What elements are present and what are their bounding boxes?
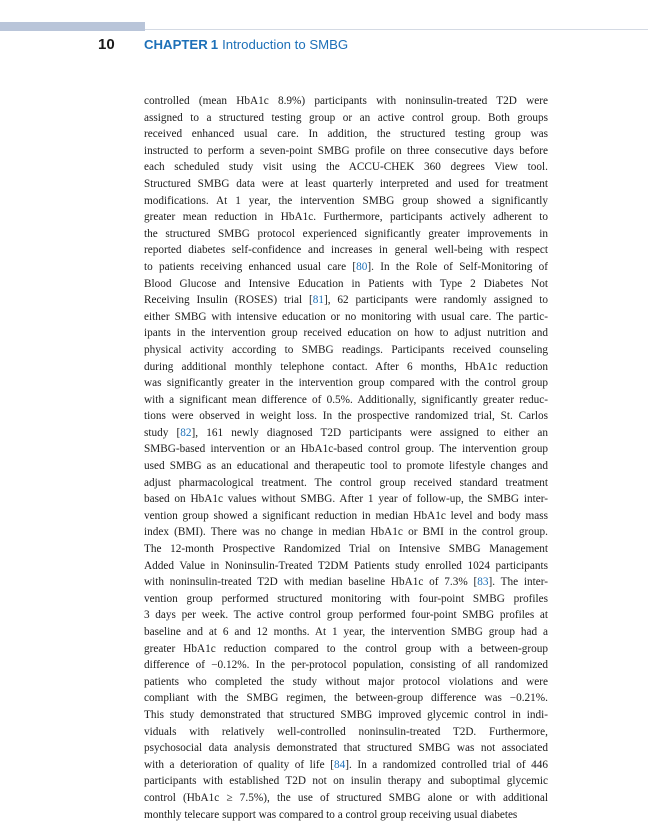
text-line: participants with established T2D not on insulin therapy and suboptimal glycemic <box>144 775 548 788</box>
citation-link[interactable]: 84 <box>333 758 346 771</box>
text-line: viduals with relatively well-controlled noninsulin-treated T2D. Furthermore, <box>144 725 548 738</box>
citation-link[interactable]: 80 <box>356 260 368 273</box>
text-line: based on HbA1c values without SMBG. After 1 year of follow-up, the SMBG inter- <box>144 493 548 506</box>
chapter-number: 1 <box>210 37 219 52</box>
text-line: psychosocial data analysis demonstrated that structured SMBG was not associated <box>144 742 548 755</box>
citation-link[interactable]: 81 <box>312 294 324 307</box>
text-line: vention group performed structured monitoring with four-point SMBG profiles <box>144 592 548 605</box>
header-rule <box>145 29 648 30</box>
header-accent-bar <box>0 22 145 31</box>
text-line: monthly telecare support was compared to a control group receiving usual diabetes <box>144 808 518 821</box>
text-line: either SMBG with intensive education or no monitoring with usual care. The partic- <box>144 310 548 323</box>
text-line: This study demonstrated that structured SMBG improved glycemic control in indi- <box>144 708 548 721</box>
body-paragraph <box>144 93 548 823</box>
text-line: modifications. At 1 year, the intervention SMBG group showed a significantly <box>144 194 548 207</box>
text-line: SMBG-based intervention or an HbA1c-based control group. The intervention group <box>144 443 548 456</box>
text-line: study [82], 161 newly diagnosed T2D participants were assigned to either an <box>144 426 548 439</box>
page-number: 10 <box>98 36 115 53</box>
text-line: assigned to a structured testing group or an active control group. Both groups <box>144 111 548 124</box>
text-line: Structured SMBG data were at least quarterly interpreted and used for treatment <box>144 177 548 190</box>
chapter-title: Introduction to SMBG <box>222 37 349 52</box>
text-line: used SMBG as an educational and therapeutic tool to promote lifestyle changes and <box>144 460 548 473</box>
text-line: received enhanced usual care. In addition, the structured testing group was <box>144 128 548 141</box>
text-line: during additional monthly telephone contact. After 6 months, HbA1c reduction <box>144 360 548 373</box>
citation-link[interactable]: 82 <box>180 426 192 439</box>
citation-link[interactable]: 83 <box>477 576 489 589</box>
text-line: instructed to perform a seven-point SMBG profile on three consecutive days before <box>144 144 548 157</box>
text-line: physical activity according to SMBG readings. Participants received counseling <box>144 343 548 356</box>
text-line: Blood Glucose and Intensive Education in Patients with Type 2 Diabetes Not <box>144 277 548 290</box>
text-line: vention group showed a significant reduction in median HbA1c level and body mass <box>144 509 548 522</box>
text-line: Added Value in Noninsulin-Treated T2DM Patients study enrolled 1024 participants <box>144 559 548 572</box>
text-line: control (HbA1c ≥ 7.5%), the use of structured SMBG alone or with additional <box>144 791 548 804</box>
text-line: The 12-month Prospective Randomized Trial on Intensive SMBG Management <box>144 543 548 556</box>
text-line: each scheduled study visit using the ACCU-CHEK 360 degrees View tool. <box>144 161 548 174</box>
text-line: was significantly greater in the intervention group compared with the control group <box>144 377 548 390</box>
text-line: index (BMI). There was no change in median HbA1c or BMI in the control group. <box>144 526 548 539</box>
text-line: difference of −0.12%. In the per-protocol population, consisting of all randomized <box>144 659 548 672</box>
chapter-label <box>144 37 348 52</box>
text-line: tions were observed in weight loss. In the prospective randomized trial, St. Carlos <box>144 410 548 423</box>
chapter-word: CHAPTER <box>144 37 208 52</box>
text-line: ipants in the intervention group received education on how to adjust nutrition and <box>144 327 548 340</box>
text-line: Receiving Insulin (ROSES) trial [81], 62 participants were randomly assigned to <box>144 294 548 307</box>
text-line: controlled (mean HbA1c 8.9%) participants with noninsulin-treated T2D were <box>144 95 548 107</box>
text-line: with a significant mean difference of 0.5%. Additionally, significantly greater reduc- <box>144 393 548 406</box>
text-line: to patients receiving enhanced usual care [80]. In the Role of Self-Monitoring of <box>144 260 548 273</box>
text-line: patients who completed the study without major protocol violations and were <box>144 675 548 688</box>
text-line: adjust pharmacological treatment. The control group received standard treatment <box>144 476 548 489</box>
text-line: greater HbA1c reduction compared to the control group with a between-group <box>144 642 548 655</box>
text-line: greater mean reduction in HbA1c. Furthermore, participants actively adherent to <box>144 211 548 224</box>
text-line: with a deterioration of quality of life [84]. In a randomized controlled trial of 446 <box>144 758 548 771</box>
text-line: with noninsulin-treated T2D with median baseline HbA1c of 7.3% [83]. The inter- <box>144 576 548 589</box>
text-line: reported diabetes self-confidence and increases in general well-being with respect <box>144 244 548 257</box>
text-line: baseline and at 6 and 12 months. At 1 year, the intervention SMBG group had a <box>144 626 548 638</box>
running-header <box>0 36 648 56</box>
text-line: 3 days per week. The active control group performed four-point SMBG profiles at <box>144 609 548 622</box>
text-line: compliant with the SMBG regimen, the between-group difference was −0.21%. <box>144 692 548 705</box>
text-line: the structured SMBG protocol experienced significantly greater improvements in <box>144 227 548 240</box>
